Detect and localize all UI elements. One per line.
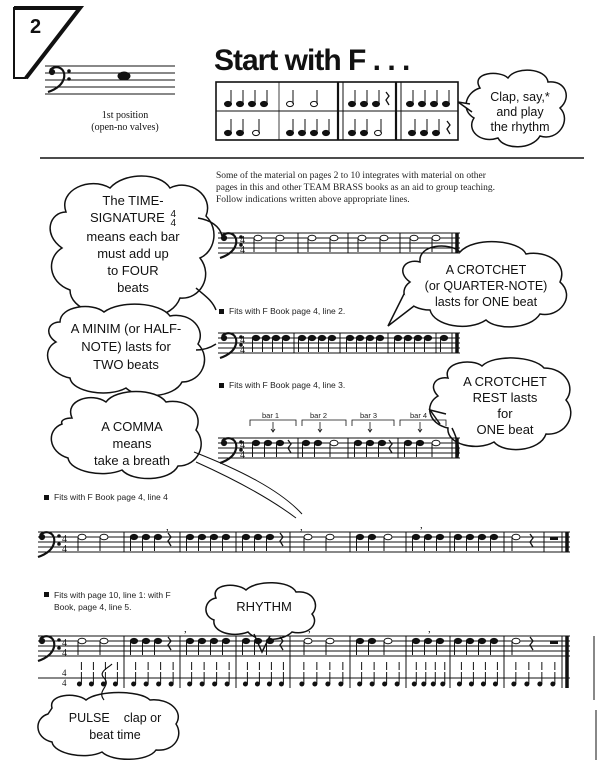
svg-text:,: , bbox=[420, 519, 423, 531]
bar-label-1: bar 1 bbox=[262, 411, 280, 420]
minim-line-2: NOTE) lasts for bbox=[81, 339, 171, 354]
clap-line-3: the rhythm bbox=[490, 120, 550, 134]
clap-bubble-tail bbox=[458, 102, 472, 112]
fits-line-5 bbox=[54, 589, 171, 613]
pulse-dot bbox=[200, 682, 204, 686]
margin-marks bbox=[594, 636, 596, 760]
svg-text:4: 4 bbox=[240, 245, 245, 256]
page-title: Start with F . . . bbox=[214, 44, 410, 77]
pulse-dot bbox=[113, 682, 117, 686]
pulse-dot bbox=[395, 682, 399, 686]
crotchet-rest-bubble-text bbox=[446, 374, 564, 438]
minim-line-3: TWO beats bbox=[93, 357, 159, 372]
clap-line-2: and play bbox=[496, 105, 544, 119]
intro-text bbox=[216, 170, 576, 206]
pulse-dot bbox=[213, 682, 217, 686]
pulse-dot bbox=[370, 682, 374, 686]
svg-text:4: 4 bbox=[240, 450, 245, 461]
svg-text:4: 4 bbox=[62, 668, 67, 678]
pulse-dot bbox=[457, 682, 461, 686]
pulse-dot bbox=[313, 682, 317, 686]
minim-line-1: A MINIM (or HALF- bbox=[70, 321, 182, 336]
f-note-staff bbox=[45, 66, 175, 94]
pulse-dot bbox=[358, 682, 362, 686]
clap-line-1: Clap, say,* bbox=[490, 90, 550, 104]
svg-text:4: 4 bbox=[240, 440, 245, 451]
pulse-dot bbox=[538, 682, 542, 686]
pulse-dot bbox=[255, 682, 259, 686]
svg-text:4: 4 bbox=[240, 335, 245, 346]
ts-fraction: 4 4 bbox=[170, 208, 177, 229]
rest-line-4: ONE beat bbox=[476, 422, 534, 437]
staff-2 bbox=[218, 333, 460, 358]
pulse-dot bbox=[422, 682, 426, 686]
pulse-dot bbox=[481, 682, 485, 686]
pulse-dot bbox=[132, 682, 136, 686]
pulse-dot bbox=[157, 682, 161, 686]
pulse-dot bbox=[383, 682, 387, 686]
fits-line-5a: Fits with page 10, line 1: with F bbox=[54, 590, 171, 600]
svg-text:,: , bbox=[184, 623, 187, 635]
fits-line-5b: Book, page 4, line 5. bbox=[54, 602, 132, 612]
svg-text:4: 4 bbox=[62, 648, 67, 659]
crotchet-line-1: A CROTCHET bbox=[445, 263, 527, 277]
bar-label-3: bar 3 bbox=[360, 411, 378, 420]
svg-text:,: , bbox=[300, 521, 303, 533]
pulse-dot bbox=[441, 682, 445, 686]
page-number-tab bbox=[14, 8, 80, 78]
pulse-dot bbox=[267, 682, 271, 686]
bar-label-4: bar 4 bbox=[410, 411, 428, 420]
pulse-dot bbox=[412, 682, 416, 686]
page-number: 2 bbox=[30, 16, 42, 38]
svg-text:,: , bbox=[166, 521, 169, 533]
ts-line-3: means each bar bbox=[86, 228, 180, 244]
svg-text:4: 4 bbox=[240, 235, 245, 246]
pulse-dot bbox=[512, 682, 516, 686]
rest-line-1: A CROTCHET bbox=[463, 374, 547, 389]
comma-bubble-text bbox=[70, 418, 194, 469]
time-signature-bubble-text bbox=[68, 192, 198, 296]
svg-text:4: 4 bbox=[62, 638, 67, 649]
svg-text:4: 4 bbox=[62, 534, 67, 545]
position-caption-line-2: (open-no valves) bbox=[91, 122, 159, 133]
comma-line-1: A COMMA bbox=[101, 419, 163, 434]
pulse-dot bbox=[525, 682, 529, 686]
minim-bubble-text bbox=[56, 320, 196, 374]
fits-line-4: Fits with F Book page 4, line 4 bbox=[54, 492, 168, 502]
pulse-dot bbox=[225, 682, 229, 686]
pulse-strokes bbox=[77, 662, 554, 686]
ts-line-5: to FOUR bbox=[107, 262, 159, 278]
crotchet-line-2: (or QUARTER-NOTE) bbox=[424, 279, 548, 293]
svg-text:,: , bbox=[428, 623, 431, 635]
pulse-dot bbox=[101, 682, 105, 686]
position-caption bbox=[70, 110, 180, 134]
pulse-dot bbox=[431, 682, 435, 686]
rhythm-bubble-text: RHYTHM bbox=[236, 599, 292, 614]
pulse-dot bbox=[551, 682, 555, 686]
comma-line-2: means bbox=[112, 436, 152, 451]
crotchet-line-3: lasts for ONE beat bbox=[434, 295, 538, 309]
crotchet-bubble-text bbox=[412, 262, 560, 310]
fits-line-3: Fits with F Book page 4, line 3. bbox=[229, 380, 346, 390]
svg-text:,: , bbox=[308, 623, 311, 635]
intro-line-1: Some of the material on pages 2 to 10 integrates with material on other bbox=[216, 171, 486, 181]
pulse-dot bbox=[188, 682, 192, 686]
pulse-line-2: beat time bbox=[89, 728, 141, 742]
bar-label-2: bar 2 bbox=[310, 411, 328, 420]
fits-line-2: Fits with F Book page 4, line 2. bbox=[229, 306, 346, 316]
ts-line-4: must add up bbox=[97, 245, 169, 261]
comma-line-3: take a breath bbox=[94, 453, 170, 468]
pulse-dot bbox=[169, 682, 173, 686]
pulse-dot bbox=[493, 682, 497, 686]
pulse-dot bbox=[89, 682, 93, 686]
position-caption-line-1: 1st position bbox=[101, 110, 149, 121]
intro-line-2: pages in this and other TEAM BRASS books as an aid to group teaching. bbox=[216, 183, 495, 193]
ts-line-2: SIGNATURE 4 4 bbox=[89, 208, 177, 229]
pulse-dot bbox=[469, 682, 473, 686]
pulse-dot bbox=[243, 682, 247, 686]
clap-bubble-text bbox=[476, 90, 564, 135]
pulse-dot bbox=[77, 682, 81, 686]
pulse-dot bbox=[339, 682, 343, 686]
svg-text:4: 4 bbox=[62, 544, 67, 555]
pulse-dot bbox=[326, 682, 330, 686]
intro-line-3: Follow indications written above appropriate lines. bbox=[216, 195, 410, 205]
svg-text:4: 4 bbox=[62, 678, 67, 688]
pulse-dot bbox=[144, 682, 148, 686]
pulse-bubble-text bbox=[52, 710, 178, 744]
svg-text:4: 4 bbox=[240, 345, 245, 356]
rest-line-2: REST lasts bbox=[472, 390, 538, 405]
pulse-dot bbox=[300, 682, 304, 686]
staff-3 bbox=[218, 420, 460, 463]
ts-line-1: The TIME- bbox=[102, 193, 164, 208]
pulse-dot bbox=[279, 682, 283, 686]
ts-line-6: beats bbox=[117, 279, 149, 295]
staff-4 bbox=[38, 519, 570, 557]
rest-line-3: for bbox=[497, 406, 513, 421]
pulse-line-1: PULSE clap or bbox=[68, 711, 162, 725]
